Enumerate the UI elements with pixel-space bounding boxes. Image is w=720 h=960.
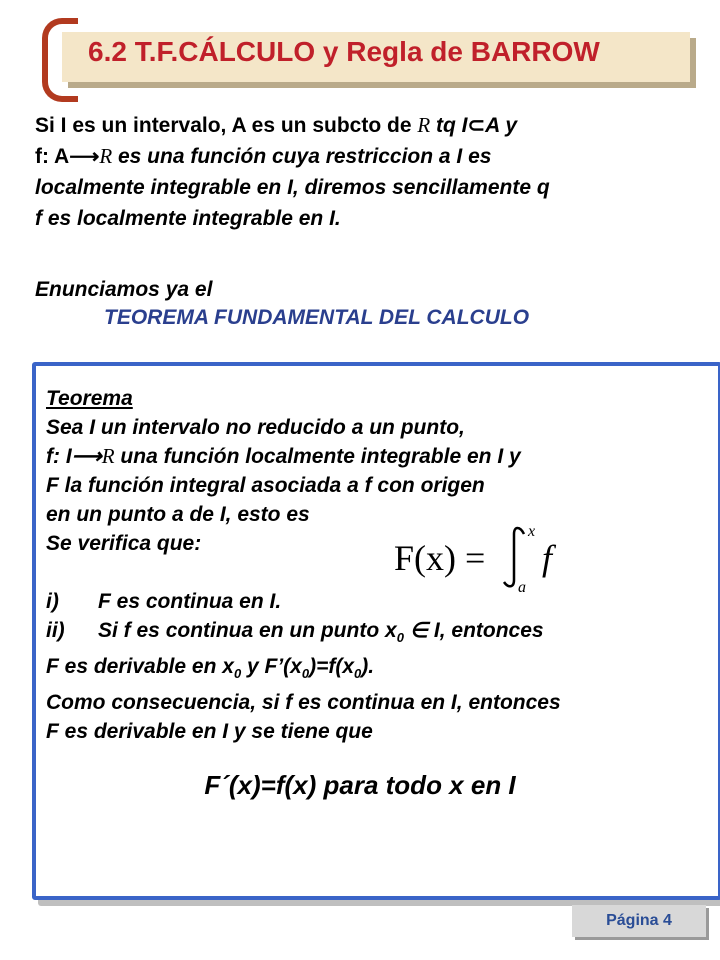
theorem-item-i (46, 587, 718, 616)
formula-lower-limit: a (518, 579, 526, 596)
subscript: 0 (396, 630, 404, 646)
theorem-line-5: Se verifica que: (46, 532, 202, 555)
reals-symbol: R (101, 444, 115, 468)
intro-line-1 (35, 110, 705, 141)
intro-line-4: f es localmente integrable en I. (35, 207, 341, 230)
theorem-text: f: I (46, 445, 72, 468)
theorem-line-1: Sea I un intervalo no reducido a un punto, (46, 416, 465, 439)
intro-line-3: localmente integrable en I, diremos sencillamente q (35, 176, 550, 199)
item-label: ii) (46, 619, 65, 642)
reals-symbol: R (417, 113, 431, 137)
page-title: 6.2 T.F.CÁLCULO y Regla de BARROW (88, 36, 600, 67)
intro-text: tq I (430, 114, 468, 137)
subset-symbol: ⊂ (467, 114, 486, 137)
theorem-line-9: Como consecuencia, si f es continua en I, entonces (46, 691, 561, 715)
theorem-text: F es derivable en x (46, 655, 234, 679)
theorem-line-4: en un punto a de I, esto es (46, 503, 310, 526)
theorem-text: ). (361, 655, 375, 679)
theorem-line-3: F la función integral asociada a f con origen (46, 474, 485, 497)
formula-lhs: F(x) = (394, 538, 486, 578)
element-of-symbol: ∈ (409, 619, 429, 642)
theorem-line-2 (46, 442, 718, 471)
intro-text: A y (485, 114, 518, 137)
theorem-heading: Teorema (46, 387, 133, 410)
theorem-conclusion: F´(x)=f(x) para todo x en I (204, 770, 516, 800)
item-text: I, entonces (428, 619, 544, 642)
arrow-symbol: ⟶ (71, 445, 102, 468)
integral-sign-icon (504, 528, 524, 586)
subscript: 0 (354, 666, 362, 682)
theorem-spacer (46, 558, 718, 587)
page-number: Página 4 (572, 905, 706, 937)
enunciamos-text: Enunciamos ya el (35, 278, 213, 301)
item-text: F es continua en I. (98, 590, 282, 613)
item-text: Si f es continua en un punto x (98, 619, 397, 642)
theorem-content (46, 384, 718, 746)
theorem-line-8 (46, 652, 718, 688)
subscript: 0 (301, 666, 310, 682)
intro-line-2 (35, 141, 705, 172)
theorem-text: y F’(x (241, 655, 302, 679)
theorem-text: una función localmente integrable en I y (114, 445, 521, 468)
reals-symbol: R (99, 144, 113, 168)
formula-integrand: f (542, 538, 553, 578)
intro-text: Si I es un intervalo, A es un subcto de (35, 114, 418, 137)
integral-formula (392, 520, 582, 596)
intro-text: f: A (35, 145, 70, 168)
intro-text: es una función cuya restriccion a I es (112, 145, 492, 168)
arrow-symbol: ⟶ (69, 145, 100, 168)
item-label: i) (46, 590, 59, 613)
theorem-text: )=f(x (309, 655, 355, 679)
theorem-name: TEOREMA FUNDAMENTAL DEL CALCULO (104, 306, 530, 329)
theorem-line-10: F es derivable en I y se tiene que (46, 720, 373, 744)
subscript: 0 (233, 666, 242, 682)
theorem-item-ii (46, 616, 718, 652)
intro-paragraph (35, 110, 705, 234)
formula-upper-limit: x (528, 523, 536, 540)
